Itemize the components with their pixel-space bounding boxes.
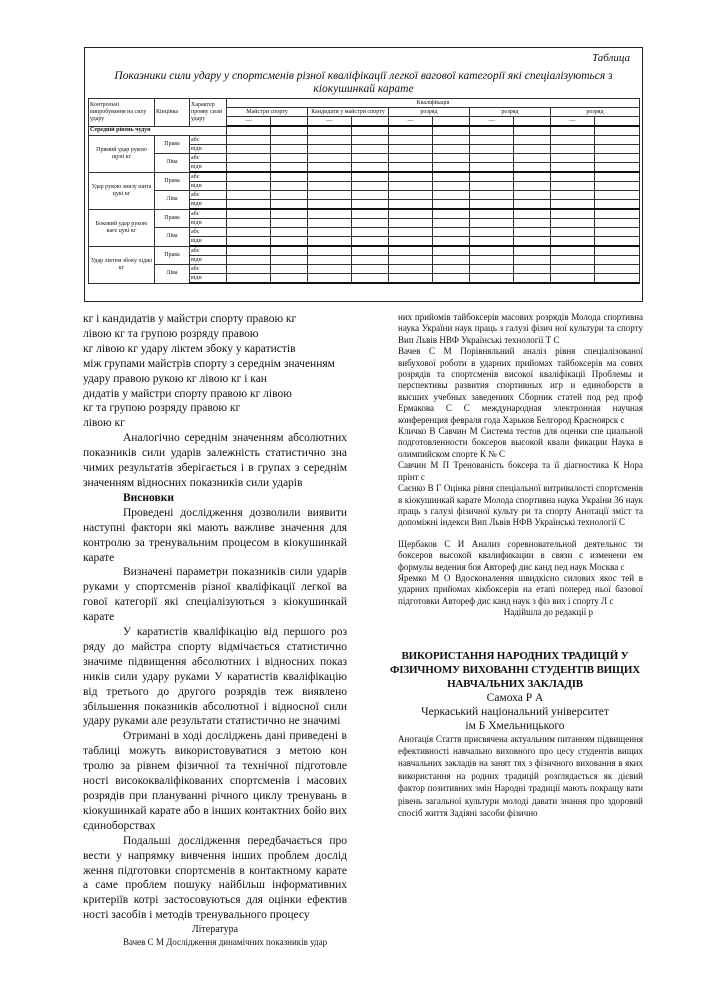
value-cell — [352, 219, 389, 228]
value-cell — [271, 246, 308, 256]
value-cell — [389, 136, 433, 145]
table-row — [89, 136, 640, 145]
value-cell — [551, 136, 595, 145]
kind-cell: абс — [190, 136, 227, 145]
value-cell — [433, 228, 470, 237]
table-row — [89, 246, 640, 256]
right-column — [390, 312, 643, 819]
value-cell — [271, 237, 308, 247]
value-cell — [352, 163, 389, 173]
reference-item: Савчин М П Тренованість боксера та її діагностика К Нора прінт с — [398, 460, 643, 482]
value-cell — [470, 154, 514, 163]
paragraph: Отримані в ході досліджень дані приведені в таблиці можуть використовуватися з метою кон тролю за рівнем фізичної та технічної підготовле ності висококваліфікованих спортсменів і масових розрядів при плануванні річного циклу тренувань в кіокушинкай карате або в інших контактних бойо вих єдиноборствах — [83, 730, 347, 832]
value-cell — [514, 237, 551, 247]
value-cell — [514, 209, 551, 219]
value-cell — [433, 237, 470, 247]
value-cell — [227, 209, 271, 219]
value-cell — [470, 237, 514, 247]
table-row — [89, 172, 640, 182]
section-row: Середній рівень чудун — [89, 126, 227, 136]
table-row — [89, 209, 640, 219]
value-cell — [227, 256, 271, 265]
value-cell — [389, 163, 433, 173]
reference-item: Яремко М О Вдосконалення швидкісно силових якос тей в ударних прийомах кікбоксерів на етапі поперед ньої базової підготовки Автореф дис канд наук з фіз вих і спорту Л с — [398, 572, 643, 606]
value-cell — [308, 136, 352, 145]
table-label: Таблица — [592, 52, 630, 64]
value-cell — [470, 182, 514, 191]
value-cell — [227, 191, 271, 200]
value-cell — [595, 154, 640, 163]
value-cell — [470, 246, 514, 256]
value-cell — [389, 237, 433, 247]
header-group-3: розряд — [389, 108, 470, 117]
limb-cell: Ліва — [155, 154, 190, 173]
value-cell — [595, 163, 640, 173]
value-cell — [389, 246, 433, 256]
reference-item: них прийомів тайбоксерів масових розрядів Молода спортивна наука України наук праць з галузі фізич ної культури та спорту Вип Львів НВФ Українські технології Т С — [398, 312, 643, 345]
value-cell — [551, 228, 595, 237]
header-kind: Характер прояву сили удару — [190, 99, 227, 127]
value-cell — [514, 163, 551, 173]
value-cell — [470, 219, 514, 228]
value-cell — [389, 200, 433, 210]
reference-item: Кличко В Савчин М Система тестов для оценки спе циальной подготовленности боксеров высокой квали фикации Наука в олимпийском спорте К № С — [398, 426, 643, 459]
value-cell — [551, 182, 595, 191]
value-cell — [352, 237, 389, 247]
limb-cell: Права — [155, 136, 190, 154]
value-cell — [433, 136, 470, 145]
value-cell — [551, 145, 595, 154]
references-heading: Література — [191, 924, 239, 936]
article-title: ВИКОРИСТАННЯ НАРОДНИХ ТРАДИЦІЙ У ФІЗИЧНОМУ ВИХОВАННІ СТУДЕНТІВ ВИЩИХ НАВЧАЛЬНИХ ЗАКЛАДІВ — [390, 649, 640, 690]
reference-item: Вачев С М Дослідження динамічних показників удар — [123, 937, 328, 948]
limb-cell: Ліва — [155, 228, 190, 247]
kind-cell: відн — [190, 237, 227, 247]
value-cell — [271, 182, 308, 191]
value-cell — [308, 209, 352, 219]
reference-item: Саєнко В Г Оцінка рівня спеціальної витривалості спортсменів в кіокушинкай карате Молода спортивна наука України 36 наук праць з галузі фізичної культу ри та спорту Анотації зміст та допоміжні індекси Вип Львів НФВ Українські технології С — [398, 483, 643, 528]
value-cell — [271, 256, 308, 265]
value-cell — [514, 265, 551, 274]
value-cell — [389, 228, 433, 237]
value-cell — [595, 274, 640, 284]
value-cell — [551, 209, 595, 219]
value-cell — [595, 191, 640, 200]
kind-cell: відн — [190, 219, 227, 228]
value-cell — [352, 145, 389, 154]
value-cell — [308, 154, 352, 163]
value-cell — [352, 246, 389, 256]
value-cell — [470, 145, 514, 154]
kind-cell: відн — [190, 200, 227, 210]
header-limb: Кінцівка — [155, 99, 190, 127]
value-cell — [271, 209, 308, 219]
value-cell — [595, 265, 640, 274]
section-heading-conclusions: Висновки — [123, 491, 174, 504]
value-cell — [514, 182, 551, 191]
kind-cell: відн — [190, 256, 227, 265]
value-cell — [308, 256, 352, 265]
value-cell — [551, 219, 595, 228]
value-cell — [433, 163, 470, 173]
value-cell — [595, 219, 640, 228]
value-cell — [470, 200, 514, 210]
value-cell — [389, 265, 433, 274]
value-cell — [433, 256, 470, 265]
value-cell — [271, 145, 308, 154]
value-cell — [227, 154, 271, 163]
value-cell — [514, 219, 551, 228]
value-cell — [308, 265, 352, 274]
value-cell — [352, 200, 389, 210]
value-cell — [514, 172, 551, 182]
value-cell — [433, 191, 470, 200]
value-cell — [271, 163, 308, 173]
value-cell — [227, 265, 271, 274]
limb-cell: Ліва — [155, 191, 190, 210]
article-author: Самоха Р А — [486, 691, 544, 704]
value-cell — [433, 182, 470, 191]
value-cell — [389, 256, 433, 265]
value-cell — [227, 172, 271, 182]
value-cell — [308, 200, 352, 210]
value-cell — [271, 228, 308, 237]
value-cell — [470, 265, 514, 274]
kind-cell: абс — [190, 191, 227, 200]
header-qualification: Кваліфікація — [227, 99, 640, 108]
value-cell — [227, 136, 271, 145]
value-cell — [352, 228, 389, 237]
value-cell — [352, 182, 389, 191]
value-cell — [271, 265, 308, 274]
value-cell — [433, 265, 470, 274]
table-title: Показники сили удару у спортсменів різної кваліфікації легкої вагової категорії які спеціалізуються з кіокушинкай карате — [114, 70, 613, 95]
value-cell — [352, 209, 389, 219]
reference-item: Вачев С М Порівняльний аналіз рівня спеціалізованої вибухової роботи в ударних прийомах тайбоксерів ма сових розрядів та спортсменів високої кваліфікації Проблемы и перспективы развития спортивных игр и единоборств в высших учебных заведениях Сборник статей под ред проф Ермакова С С международная электронная научная конференция февраля года Харьков Белгород Красноярск с — [398, 346, 643, 425]
value-cell — [227, 219, 271, 228]
value-cell — [433, 219, 470, 228]
value-cell — [470, 136, 514, 145]
value-cell — [595, 172, 640, 182]
kind-cell: абс — [190, 246, 227, 256]
value-cell — [470, 209, 514, 219]
value-cell — [514, 274, 551, 284]
value-cell — [271, 172, 308, 182]
value-cell — [389, 154, 433, 163]
value-cell — [470, 228, 514, 237]
kind-cell: абс — [190, 265, 227, 274]
table-row — [89, 154, 640, 163]
value-cell — [551, 237, 595, 247]
value-cell — [595, 136, 640, 145]
value-cell — [551, 265, 595, 274]
value-cell — [308, 219, 352, 228]
value-cell — [595, 182, 640, 191]
value-cell — [551, 246, 595, 256]
value-cell — [514, 154, 551, 163]
value-cell — [352, 172, 389, 182]
value-cell — [514, 191, 551, 200]
test-name-cell: Боковий удар рукою каге цукі кг — [89, 209, 155, 246]
value-cell — [227, 228, 271, 237]
value-cell — [389, 219, 433, 228]
value-cell — [352, 274, 389, 284]
value-cell — [433, 154, 470, 163]
value-cell — [352, 136, 389, 145]
value-cell — [514, 145, 551, 154]
value-cell — [595, 200, 640, 210]
value-cell — [271, 136, 308, 145]
value-cell — [433, 274, 470, 284]
value-cell — [389, 191, 433, 200]
paragraph: Аналогічно середнім значенням абсолютних показників сили ударів залежність статистично зна чимих результатів зберігається і в групах з середнім значенням відносних показників сили ударів — [83, 432, 347, 489]
kind-cell: абс — [190, 228, 227, 237]
value-cell — [308, 237, 352, 247]
value-cell — [595, 246, 640, 256]
value-cell — [227, 246, 271, 256]
value-cell — [308, 182, 352, 191]
value-cell — [470, 274, 514, 284]
value-cell — [470, 172, 514, 182]
results-table-frame — [84, 47, 643, 302]
value-cell — [352, 265, 389, 274]
value-cell — [271, 200, 308, 210]
limb-cell: Права — [155, 246, 190, 265]
reference-item: Щербаков С И Анализ соревновательной деятельнос ти боксеров высокой квалификации в связи с изменени ем формулы ведения боя Автореф дис канд пед наук Москва с — [398, 538, 643, 572]
value-cell — [308, 163, 352, 173]
value-cell — [551, 163, 595, 173]
value-cell — [433, 246, 470, 256]
value-cell — [514, 246, 551, 256]
paragraph: Проведені дослідження дозволили виявити наступні фактори які мають важливе значення для контролю за тренувальним процесом в кіокушинкай карате — [83, 506, 347, 564]
value-cell — [470, 191, 514, 200]
kind-cell: абс — [190, 172, 227, 182]
value-cell — [271, 191, 308, 200]
limb-cell: Права — [155, 172, 190, 191]
kind-cell: абс — [190, 154, 227, 163]
value-cell — [227, 163, 271, 173]
paragraph: Подальші дослідження передбачається про вести у напрямку вивчення інших проблем дослід ження підготовки спортсменів в контактному карате а саме проблем пошуку найбільш інформативних критеріїв котрі застосовуються для оцінки ефектив ності засобів і методів тренувального процесу — [83, 834, 347, 922]
value-cell — [595, 256, 640, 265]
value-cell — [389, 145, 433, 154]
kind-cell: відн — [190, 182, 227, 191]
header-test: Контрольні випробування на силу удару — [89, 99, 155, 127]
kind-cell: абс — [190, 209, 227, 219]
value-cell — [308, 246, 352, 256]
value-cell — [551, 200, 595, 210]
value-cell — [514, 136, 551, 145]
header-group-5: розряд — [551, 108, 640, 117]
article-abstract: Анотація Стаття присвячена актуальним питанням підвищення ефективності навчально виховного про цесу студентів вищих навчальних закладів на занят тях з фізичного виховання в яких використання на родних традицій розглядається як дієвий фактор позитивних змін Народні традиції мають покращу вати рівень загальної культури молоді давати знання про здоровий спосіб життя Задіяні засоби фізично — [398, 733, 643, 818]
test-name-cell: Прямий удар рукою щуні кг — [89, 136, 155, 173]
value-cell — [514, 256, 551, 265]
value-cell — [352, 154, 389, 163]
value-cell — [551, 274, 595, 284]
value-cell — [227, 200, 271, 210]
value-cell — [308, 274, 352, 284]
value-cell — [352, 191, 389, 200]
article-affiliation: Черкаський національний університет ім Б Хмельницького — [421, 705, 609, 732]
value-cell — [470, 256, 514, 265]
value-cell — [433, 172, 470, 182]
value-cell — [352, 256, 389, 265]
value-cell — [551, 191, 595, 200]
value-cell — [227, 237, 271, 247]
limb-cell: Права — [155, 209, 190, 228]
value-cell — [389, 172, 433, 182]
value-cell — [551, 154, 595, 163]
value-cell — [595, 145, 640, 154]
value-cell — [227, 182, 271, 191]
value-cell — [227, 145, 271, 154]
value-cell — [389, 209, 433, 219]
value-cell — [271, 219, 308, 228]
header-group-1: Майстри спорту — [227, 108, 308, 117]
value-cell — [551, 172, 595, 182]
results-table: Контрольні випробування на силу удару Кінцівка Характер прояву сили удару Кваліфікація Майстри спорту Кандидати у майстри спорту розряд розряд розряд — — — — — Середній рівень чудун Прямий удар рукою щуні кг Права абс відн Ліва абс відн Удар рукою знизу шита цукі кг Права абс відн Ліва абс відн Боковий удар рукою каге цукі кг Права абс відн Ліва абс відн Удар ліктем збоку хіджі кг Права абс відн Ліва абс відн — [88, 98, 640, 284]
table-row — [89, 265, 640, 274]
value-cell — [389, 182, 433, 191]
value-cell — [308, 191, 352, 200]
value-cell — [470, 163, 514, 173]
value-cell — [308, 172, 352, 182]
value-cell — [514, 200, 551, 210]
value-cell — [308, 228, 352, 237]
value-cell — [595, 228, 640, 237]
test-name-cell: Удар ліктем збоку хіджі кг — [89, 246, 155, 283]
received-date: Надійшла до редакції р — [503, 607, 593, 618]
value-cell — [308, 145, 352, 154]
value-cell — [433, 209, 470, 219]
left-column: кг і кандидатів у майстри спорту правою кг лівою кг та групою розряду правою кг лівою кг удару ліктем збоку у каратистів між групами майстрів спорту з середнім значенням удару правою рукою кг лівою кг і кан дидатів у майстри спорту правою кг лівою кг та групою розряду правою кг лівою кг Аналогічно середнім значенням абсолютних показників сили ударів залежність статистично зна чимих результатів зберігається і в групах з середнім значенням відносних показників сили ударів Висновки Проведені дослідження дозволили виявити наступні фактори які мають важливе значення для контролю за тренувальним процесом в кіокушинкай карате Визначені параметри показників сили ударів руками у спортсменів різної кваліфікації легкої ва гової категорії які спеціалізуються з кіокушинкай карате У каратистів кваліфікацію від першого роз ряду до майстра спорту відмічається статистично значиме підвищення абсолютних і відносних показ ників сили удару руками У каратистів кваліфікацію від третього до другого розрядів теж виявлено збільшення показників абсолютної і відносної сили удару руками але результати статистично не значимі Отримані в ході досліджень дані приведені в таблиці можуть використовуватися з метою кон тролю за рівнем фізичної та технічної підготовле ності висококваліфікованих спортсменів і масових розрядів при плануванні річного циклу тренувань в кіокушинкай карате або в інших контактних бойо вих єдиноборствах Подальші дослідження передбачається про вести у напрямку вивчення інших проблем дослід ження підготовки спортсменів в контактному карате а саме проблем пошуку найбільш інформативних критеріїв котрі застосовуються для оцінки ефектив ності засобів і методів тренувального процесу Література Вачев С М Дослідження динамічних показників удар — [83, 313, 347, 948]
value-cell — [271, 154, 308, 163]
value-cell — [227, 274, 271, 284]
value-cell — [271, 274, 308, 284]
value-cell — [514, 228, 551, 237]
value-cell — [433, 200, 470, 210]
kind-cell: відн — [190, 274, 227, 284]
table-row — [89, 191, 640, 200]
header-group-4: розряд — [470, 108, 551, 117]
paragraph: Визначені параметри показників сили ударів руками у спортсменів різної кваліфікації легкої ва гової категорії які спеціалізуються з кіокушинкай карате — [83, 566, 347, 624]
value-cell — [595, 237, 640, 247]
value-cell — [595, 209, 640, 219]
table-row — [89, 228, 640, 237]
kind-cell: відн — [190, 145, 227, 154]
test-name-cell: Удар рукою знизу шита цукі кг — [89, 172, 155, 209]
value-cell — [551, 256, 595, 265]
paragraph: У каратистів кваліфікацію від першого роз ряду до майстра спорту відмічається статистично значиме підвищення абсолютних і відносних показ ників сили удару руками У каратистів кваліфікацію від третього до другого розрядів теж виявлено збільшення показників абсолютної і відносної сили удару руками але результати статистично не значимі — [83, 626, 347, 728]
kind-cell: відн — [190, 163, 227, 173]
limb-cell: Ліва — [155, 265, 190, 284]
header-group-2: Кандидати у майстри спорту — [308, 108, 389, 117]
value-cell — [433, 145, 470, 154]
value-cell — [389, 274, 433, 284]
